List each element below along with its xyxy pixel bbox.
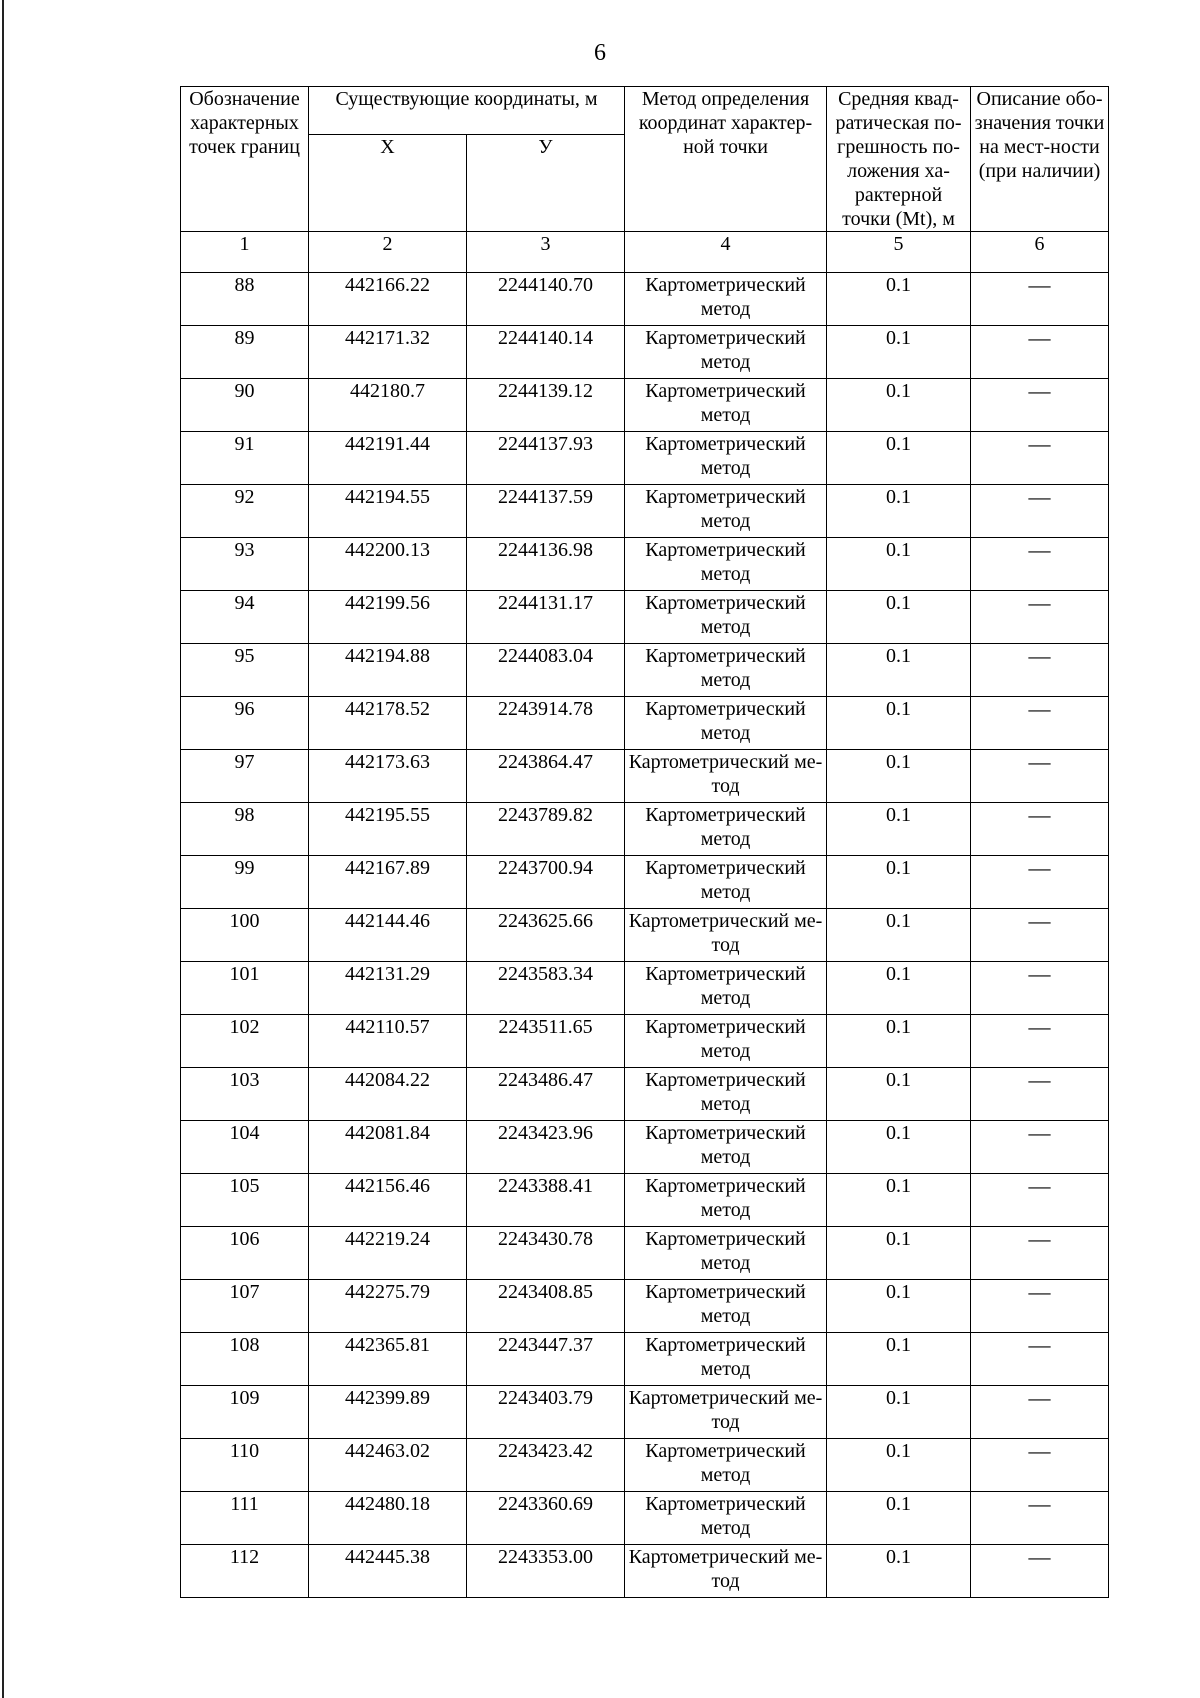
mean-error-cell: 0.1 bbox=[827, 1545, 971, 1598]
method-cell: Картометрический метод bbox=[625, 485, 827, 538]
mean-error-cell: 0.1 bbox=[827, 326, 971, 379]
y-coordinate-cell: 2243511.65 bbox=[467, 1015, 625, 1068]
point-id-cell: 104 bbox=[181, 1121, 309, 1174]
description-cell: — bbox=[971, 803, 1109, 856]
y-coordinate-cell: 2243430.78 bbox=[467, 1227, 625, 1280]
header-existing-coordinates: Существующие координаты, м bbox=[309, 87, 625, 135]
table-row bbox=[181, 326, 1109, 379]
y-coordinate-cell: 2243403.79 bbox=[467, 1386, 625, 1439]
y-coordinate-cell: 2244131.17 bbox=[467, 591, 625, 644]
point-id-cell: 96 bbox=[181, 697, 309, 750]
table-row bbox=[181, 432, 1109, 485]
method-cell: Картометрический метод bbox=[625, 538, 827, 591]
point-id-cell: 89 bbox=[181, 326, 309, 379]
y-coordinate-cell: 2243789.82 bbox=[467, 803, 625, 856]
mean-error-cell: 0.1 bbox=[827, 1439, 971, 1492]
y-coordinate-cell: 2243423.42 bbox=[467, 1439, 625, 1492]
mean-error-cell: 0.1 bbox=[827, 273, 971, 326]
x-coordinate-cell: 442275.79 bbox=[309, 1280, 467, 1333]
description-cell: — bbox=[971, 273, 1109, 326]
description-cell: — bbox=[971, 1227, 1109, 1280]
method-cell: Картометрический метод bbox=[625, 379, 827, 432]
mean-error-cell: 0.1 bbox=[827, 644, 971, 697]
mean-error-cell: 0.1 bbox=[827, 803, 971, 856]
description-cell: — bbox=[971, 962, 1109, 1015]
header-description: Описание обо-значения точки на мест-ности (при наличии) bbox=[971, 87, 1109, 232]
point-id-cell: 95 bbox=[181, 644, 309, 697]
table-row bbox=[181, 750, 1109, 803]
y-coordinate-cell: 2243486.47 bbox=[467, 1068, 625, 1121]
description-cell: — bbox=[971, 909, 1109, 962]
x-coordinate-cell: 442171.32 bbox=[309, 326, 467, 379]
method-cell: Картометрический метод bbox=[625, 803, 827, 856]
method-cell: Картометрический метод bbox=[625, 1015, 827, 1068]
y-coordinate-cell: 2243700.94 bbox=[467, 856, 625, 909]
x-coordinate-cell: 442194.55 bbox=[309, 485, 467, 538]
method-cell: Картометрический метод bbox=[625, 1280, 827, 1333]
x-coordinate-cell: 442156.46 bbox=[309, 1174, 467, 1227]
point-id-cell: 100 bbox=[181, 909, 309, 962]
x-coordinate-cell: 442173.63 bbox=[309, 750, 467, 803]
x-coordinate-cell: 442463.02 bbox=[309, 1439, 467, 1492]
header-mean-error: Средняя квад-ратическая по-грешность по-ложения ха-рактерной точки (Mt), м bbox=[827, 87, 971, 232]
description-cell: — bbox=[971, 379, 1109, 432]
point-id-cell: 112 bbox=[181, 1545, 309, 1598]
method-cell: Картометрический метод bbox=[625, 856, 827, 909]
point-id-cell: 99 bbox=[181, 856, 309, 909]
method-cell: Картометрический ме-тод bbox=[625, 750, 827, 803]
description-cell: — bbox=[971, 432, 1109, 485]
description-cell: — bbox=[971, 1333, 1109, 1386]
mean-error-cell: 0.1 bbox=[827, 1121, 971, 1174]
method-cell: Картометрический ме-тод bbox=[625, 1386, 827, 1439]
table-row bbox=[181, 697, 1109, 750]
table-row bbox=[181, 273, 1109, 326]
point-id-cell: 109 bbox=[181, 1386, 309, 1439]
point-id-cell: 94 bbox=[181, 591, 309, 644]
method-cell: Картометрический метод bbox=[625, 591, 827, 644]
y-coordinate-cell: 2243408.85 bbox=[467, 1280, 625, 1333]
description-cell: — bbox=[971, 1439, 1109, 1492]
table-row bbox=[181, 1121, 1109, 1174]
table-row bbox=[181, 803, 1109, 856]
table-row bbox=[181, 1333, 1109, 1386]
method-cell: Картометрический метод bbox=[625, 1068, 827, 1121]
description-cell: — bbox=[971, 1386, 1109, 1439]
mean-error-cell: 0.1 bbox=[827, 1333, 971, 1386]
point-id-cell: 93 bbox=[181, 538, 309, 591]
y-coordinate-cell: 2243423.96 bbox=[467, 1121, 625, 1174]
y-coordinate-cell: 2243625.66 bbox=[467, 909, 625, 962]
point-id-cell: 107 bbox=[181, 1280, 309, 1333]
column-number: 6 bbox=[971, 232, 1109, 273]
mean-error-cell: 0.1 bbox=[827, 1227, 971, 1280]
description-cell: — bbox=[971, 644, 1109, 697]
method-cell: Картометрический метод bbox=[625, 1227, 827, 1280]
table-row bbox=[181, 909, 1109, 962]
description-cell: — bbox=[971, 697, 1109, 750]
y-coordinate-cell: 2244137.59 bbox=[467, 485, 625, 538]
method-cell: Картометрический ме-тод bbox=[625, 909, 827, 962]
x-coordinate-cell: 442200.13 bbox=[309, 538, 467, 591]
page-number: 6 bbox=[594, 40, 606, 66]
y-coordinate-cell: 2243360.69 bbox=[467, 1492, 625, 1545]
x-coordinate-cell: 442194.88 bbox=[309, 644, 467, 697]
mean-error-cell: 0.1 bbox=[827, 909, 971, 962]
table-row bbox=[181, 591, 1109, 644]
mean-error-cell: 0.1 bbox=[827, 856, 971, 909]
column-number: 3 bbox=[467, 232, 625, 273]
mean-error-cell: 0.1 bbox=[827, 538, 971, 591]
point-id-cell: 91 bbox=[181, 432, 309, 485]
mean-error-cell: 0.1 bbox=[827, 962, 971, 1015]
method-cell: Картометрический метод bbox=[625, 326, 827, 379]
table-row bbox=[181, 538, 1109, 591]
x-coordinate-cell: 442131.29 bbox=[309, 962, 467, 1015]
y-coordinate-cell: 2244137.93 bbox=[467, 432, 625, 485]
column-number: 1 bbox=[181, 232, 309, 273]
description-cell: — bbox=[971, 1068, 1109, 1121]
left-border-line bbox=[2, 0, 4, 1698]
y-coordinate-cell: 2244136.98 bbox=[467, 538, 625, 591]
x-coordinate-cell: 442219.24 bbox=[309, 1227, 467, 1280]
description-cell: — bbox=[971, 538, 1109, 591]
table-row bbox=[181, 1492, 1109, 1545]
table-row bbox=[181, 962, 1109, 1015]
y-coordinate-cell: 2243388.41 bbox=[467, 1174, 625, 1227]
y-coordinate-cell: 2244140.14 bbox=[467, 326, 625, 379]
method-cell: Картометрический метод bbox=[625, 1174, 827, 1227]
mean-error-cell: 0.1 bbox=[827, 697, 971, 750]
point-id-cell: 98 bbox=[181, 803, 309, 856]
table-row bbox=[181, 1015, 1109, 1068]
point-id-cell: 92 bbox=[181, 485, 309, 538]
mean-error-cell: 0.1 bbox=[827, 1068, 971, 1121]
table-row bbox=[181, 1386, 1109, 1439]
x-coordinate-cell: 442110.57 bbox=[309, 1015, 467, 1068]
description-cell: — bbox=[971, 1121, 1109, 1174]
table-row bbox=[181, 1068, 1109, 1121]
description-cell: — bbox=[971, 326, 1109, 379]
x-coordinate-cell: 442081.84 bbox=[309, 1121, 467, 1174]
x-coordinate-cell: 442365.81 bbox=[309, 1333, 467, 1386]
header-x: X bbox=[309, 135, 467, 232]
mean-error-cell: 0.1 bbox=[827, 591, 971, 644]
description-cell: — bbox=[971, 1015, 1109, 1068]
x-coordinate-cell: 442084.22 bbox=[309, 1068, 467, 1121]
x-coordinate-cell: 442166.22 bbox=[309, 273, 467, 326]
description-cell: — bbox=[971, 1280, 1109, 1333]
table-row bbox=[181, 1174, 1109, 1227]
column-number: 5 bbox=[827, 232, 971, 273]
method-cell: Картометрический метод bbox=[625, 432, 827, 485]
description-cell: — bbox=[971, 1545, 1109, 1598]
y-coordinate-cell: 2243353.00 bbox=[467, 1545, 625, 1598]
point-id-cell: 111 bbox=[181, 1492, 309, 1545]
column-number: 4 bbox=[625, 232, 827, 273]
mean-error-cell: 0.1 bbox=[827, 432, 971, 485]
x-coordinate-cell: 442167.89 bbox=[309, 856, 467, 909]
point-id-cell: 105 bbox=[181, 1174, 309, 1227]
x-coordinate-cell: 442195.55 bbox=[309, 803, 467, 856]
x-coordinate-cell: 442445.38 bbox=[309, 1545, 467, 1598]
x-coordinate-cell: 442399.89 bbox=[309, 1386, 467, 1439]
y-coordinate-cell: 2244139.12 bbox=[467, 379, 625, 432]
method-cell: Картометрический метод bbox=[625, 1121, 827, 1174]
column-number: 2 bbox=[309, 232, 467, 273]
y-coordinate-cell: 2244140.70 bbox=[467, 273, 625, 326]
table-row bbox=[181, 1439, 1109, 1492]
table-row bbox=[181, 644, 1109, 697]
method-cell: Картометрический метод bbox=[625, 697, 827, 750]
point-id-cell: 106 bbox=[181, 1227, 309, 1280]
x-coordinate-cell: 442178.52 bbox=[309, 697, 467, 750]
coordinates-table bbox=[180, 86, 1109, 1598]
description-cell: — bbox=[971, 591, 1109, 644]
mean-error-cell: 0.1 bbox=[827, 379, 971, 432]
mean-error-cell: 0.1 bbox=[827, 1174, 971, 1227]
mean-error-cell: 0.1 bbox=[827, 1386, 971, 1439]
method-cell: Картометрический метод bbox=[625, 273, 827, 326]
header-point-designation: Обозначение характерных точек границ bbox=[181, 87, 309, 232]
point-id-cell: 101 bbox=[181, 962, 309, 1015]
description-cell: — bbox=[971, 485, 1109, 538]
description-cell: — bbox=[971, 750, 1109, 803]
description-cell: — bbox=[971, 856, 1109, 909]
x-coordinate-cell: 442191.44 bbox=[309, 432, 467, 485]
point-id-cell: 110 bbox=[181, 1439, 309, 1492]
point-id-cell: 88 bbox=[181, 273, 309, 326]
table-body bbox=[181, 273, 1109, 1598]
method-cell: Картометрический метод bbox=[625, 1333, 827, 1386]
table-row bbox=[181, 379, 1109, 432]
x-coordinate-cell: 442144.46 bbox=[309, 909, 467, 962]
method-cell: Картометрический метод bbox=[625, 1492, 827, 1545]
description-cell: — bbox=[971, 1174, 1109, 1227]
x-coordinate-cell: 442180.7 bbox=[309, 379, 467, 432]
y-coordinate-cell: 2243914.78 bbox=[467, 697, 625, 750]
y-coordinate-cell: 2243447.37 bbox=[467, 1333, 625, 1386]
description-cell: — bbox=[971, 1492, 1109, 1545]
table-row bbox=[181, 1227, 1109, 1280]
point-id-cell: 102 bbox=[181, 1015, 309, 1068]
method-cell: Картометрический метод bbox=[625, 962, 827, 1015]
y-coordinate-cell: 2243583.34 bbox=[467, 962, 625, 1015]
table-row bbox=[181, 1280, 1109, 1333]
mean-error-cell: 0.1 bbox=[827, 750, 971, 803]
y-coordinate-cell: 2244083.04 bbox=[467, 644, 625, 697]
header-method: Метод определения координат характер-ной точки bbox=[625, 87, 827, 232]
header-y: У bbox=[467, 135, 625, 232]
y-coordinate-cell: 2243864.47 bbox=[467, 750, 625, 803]
point-id-cell: 90 bbox=[181, 379, 309, 432]
mean-error-cell: 0.1 bbox=[827, 1015, 971, 1068]
mean-error-cell: 0.1 bbox=[827, 1492, 971, 1545]
point-id-cell: 97 bbox=[181, 750, 309, 803]
point-id-cell: 103 bbox=[181, 1068, 309, 1121]
method-cell: Картометрический метод bbox=[625, 644, 827, 697]
mean-error-cell: 0.1 bbox=[827, 485, 971, 538]
x-coordinate-cell: 442480.18 bbox=[309, 1492, 467, 1545]
x-coordinate-cell: 442199.56 bbox=[309, 591, 467, 644]
method-cell: Картометрический метод bbox=[625, 1439, 827, 1492]
table-row bbox=[181, 485, 1109, 538]
table-row bbox=[181, 856, 1109, 909]
method-cell: Картометрический ме-тод bbox=[625, 1545, 827, 1598]
mean-error-cell: 0.1 bbox=[827, 1280, 971, 1333]
table-row bbox=[181, 1545, 1109, 1598]
point-id-cell: 108 bbox=[181, 1333, 309, 1386]
